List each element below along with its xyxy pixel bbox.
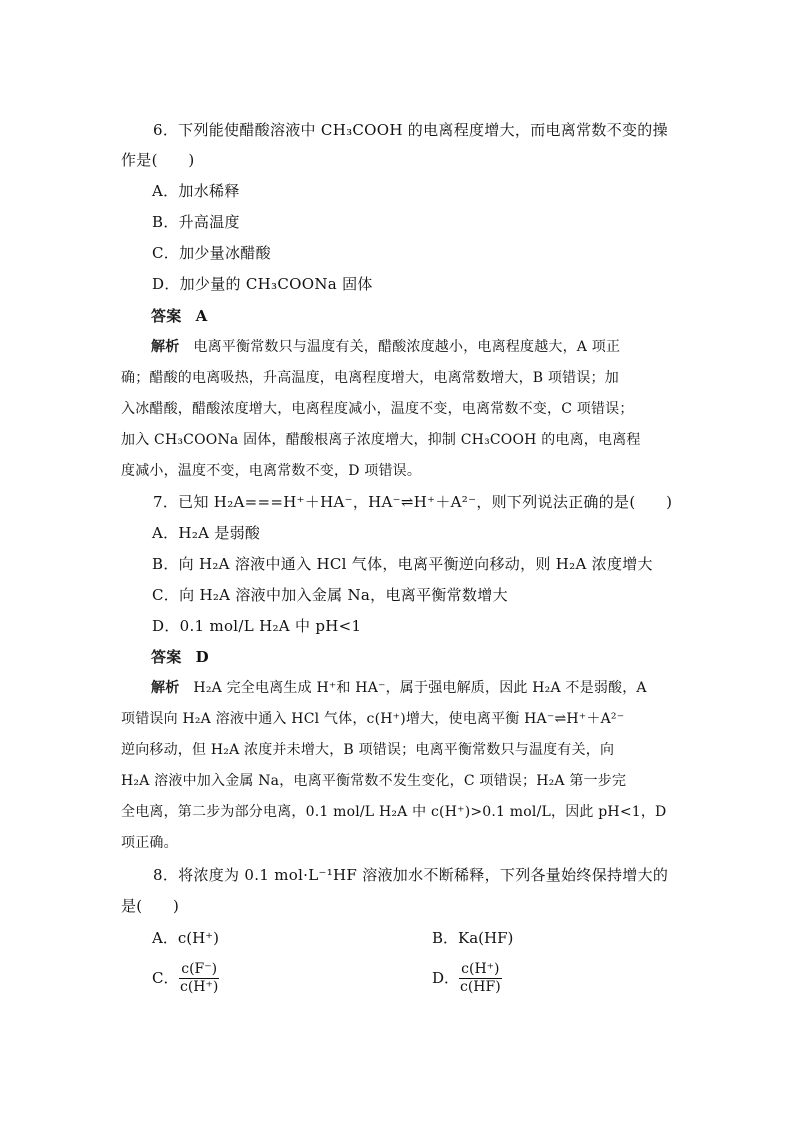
denominator: c(H⁺) [180,979,219,995]
numerator: c(H⁺) [461,961,500,977]
q6-option-c: C．加少量冰醋酸 [152,244,271,262]
q7-option-d: D．0.1 mol/L H₂A 中 pH<1 [152,617,362,635]
q8-option-a: A．c(H⁺) [152,929,219,947]
q8-option-d [432,961,503,996]
option-label: D． [432,968,460,987]
fraction [458,961,503,996]
numerator: c(F⁻) [181,961,218,977]
q8-stem-line1: 8．将浓度为 0.1 mol·L⁻¹HF 溶液加水不断稀释，下列各量始终保持增大的 [153,866,669,884]
q8-option-c [152,961,220,996]
analysis-text: 电离平衡常数只与温度有关，醋酸浓度越小，电离程度越大，A 项正 [193,339,621,355]
q6-answer [151,306,208,326]
q8-option-b: B．Ka(HF) [432,929,514,947]
q7-analysis-line5: 全电离，第二步为部分电离，0.1 mol/L H₂A 中 c(H⁺)>0.1 mol/L，因此 pH<1，D [121,804,667,820]
q7-option-c: C．向 H₂A 溶液中加入金属 Na，电离平衡常数增大 [152,586,508,604]
denominator: c(HF) [460,979,501,995]
answer-label: 答案 [151,648,182,666]
option-label: C． [152,968,179,987]
q7-stem: 7．已知 H₂A===H⁺＋HA⁻，HA⁻⇌H⁺＋A²⁻，则下列说法正确的是( ) [153,493,673,511]
answer-value: D [195,648,209,666]
answer-label: 答案 [151,307,182,325]
analysis-text: H₂A 完全电离生成 H⁺和 HA⁻，属于强电解质，因此 H₂A 不是弱酸，A [193,680,647,696]
q6-option-a: A．加水稀释 [152,182,240,200]
q6-stem-line1: 6．下列能使醋酸溶液中 CH₃COOH 的电离程度增大，而电离常数不变的操 [153,121,668,139]
q6-analysis-line5: 度减小，温度不变，电离常数不变，D 项错误。 [121,463,422,479]
q7-analysis-line4: H₂A 溶液中加入金属 Na，电离平衡常数不发生变化，C 项错误；H₂A 第一步完 [121,773,627,789]
q6-stem-line2: 作是( ) [121,151,195,169]
q6-analysis-line4: 加入 CH₃COONa 固体，醋酸根离子浓度增大，抑制 CH₃COOH 的电离，电离程 [121,432,641,448]
q8-stem-line2: 是( ) [121,897,180,915]
q7-option-b: B．向 H₂A 溶液中通入 HCl 气体，电离平衡逆向移动，则 H₂A 浓度增大 [152,555,653,573]
q6-analysis-line2: 确；醋酸的电离吸热，升高温度，电离程度增大，电离常数增大，B 项错误；加 [121,370,619,386]
q7-analysis-line1 [151,678,647,698]
fraction [178,961,220,996]
q7-analysis-line6: 项正确。 [121,835,178,851]
answer-value: A [195,307,208,325]
analysis-label: 解析 [151,680,180,696]
q7-option-a: A．H₂A 是弱酸 [152,524,261,542]
q6-option-b: B．升高温度 [152,213,240,231]
q6-analysis-line3: 入冰醋酸，醋酸浓度增大，电离程度减小，温度不变，电离常数不变，C 项错误； [121,401,634,417]
q7-answer [151,647,209,667]
analysis-label: 解析 [151,339,180,355]
q7-analysis-line2: 项错误向 H₂A 溶液中通入 HCl 气体，c(H⁺)增大，使电离平衡 HA⁻⇌H⁺＋A²⁻ [121,711,625,727]
q6-option-d: D．加少量的 CH₃COONa 固体 [152,275,373,293]
q7-analysis-line3: 逆向移动，但 H₂A 浓度并未增大，B 项错误；电离平衡常数只与温度有关，向 [121,742,615,758]
q6-analysis-line1 [151,337,620,357]
